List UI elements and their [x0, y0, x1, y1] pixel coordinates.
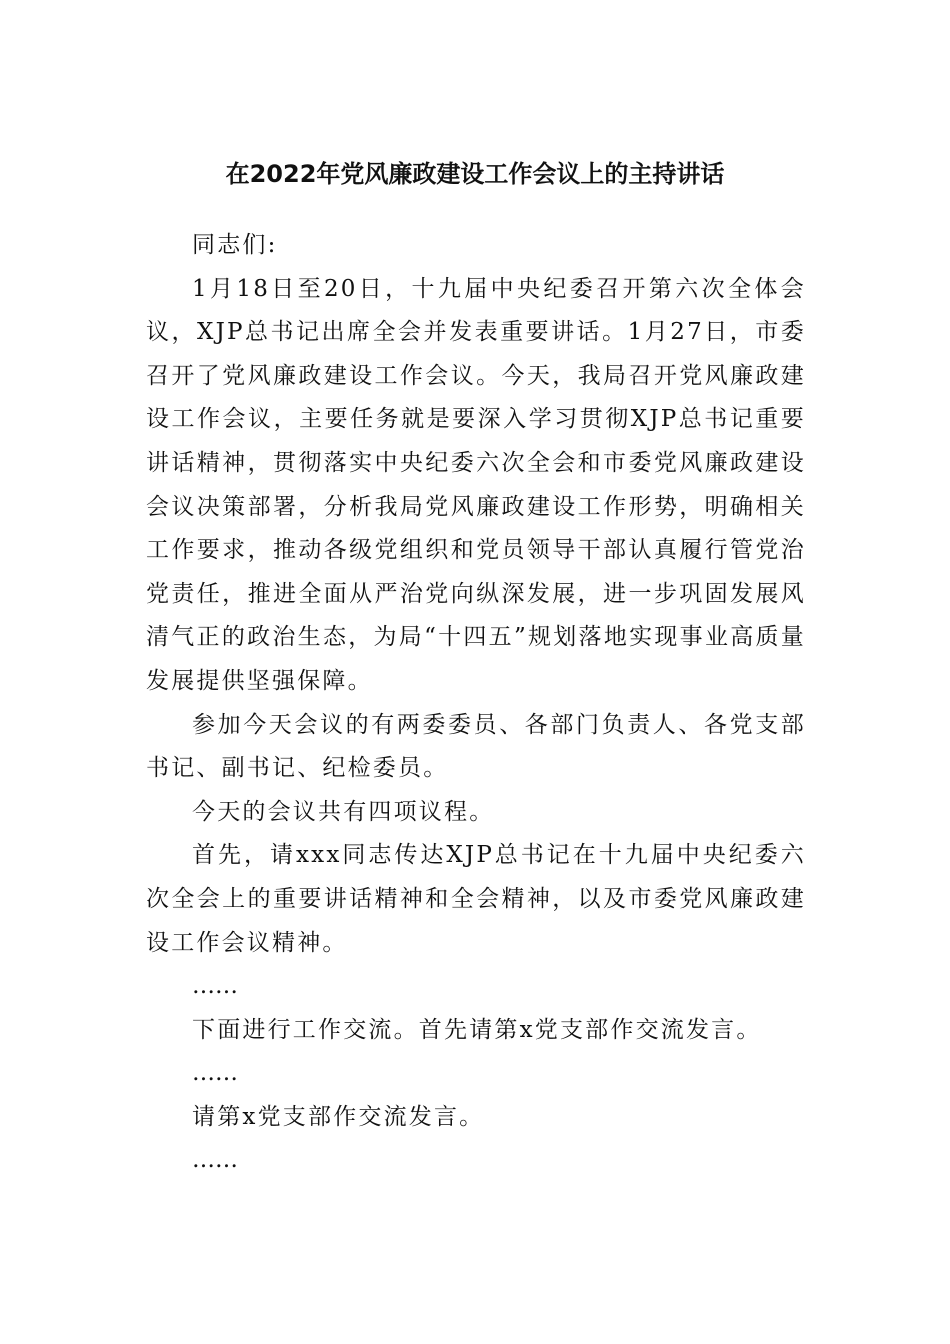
- paragraph-next-speaker: 请第x党支部作交流发言。: [192, 1103, 485, 1130]
- ellipsis: ……: [192, 1060, 238, 1087]
- paragraph-first-item: 首先，请xxx同志传达XJP总书记在十九届中央纪委六次全会上的重要讲话精神和全会精神，以及市委党风廉政建设工作会议精神。: [146, 842, 806, 956]
- paragraph-intro: 1月18日至20日，十九届中央纪委召开第六次全体会议，XJP总书记出席全会并发表重要讲话。1月27日，市委召开了党风廉政建设工作会议。今天，我局召开党风廉政建设工作会议，主要任务就是要深入学习贯彻XJP总书记重要讲话精神，贯彻落实中央纪委六次全会和市委党风廉政建设会议决策部署，分析我局党风廉政建设工作形势，明确相关工作要求，推动各级党组织和党员领导干部认真履行管党治党责任，推进全面从严治党向纵深发展，进一步巩固发展风清气正的政治生态，为局“十四五”规划落地实现事业高质量发展提供坚强保障。: [146, 275, 806, 694]
- paragraph-agenda: 今天的会议共有四项议程。: [192, 798, 495, 825]
- document-body: [146, 224, 806, 1183]
- document-title: 在2022年党风廉政建设工作会议上的主持讲话: [225, 160, 725, 188]
- ellipsis: ……: [192, 1147, 238, 1174]
- ellipsis: ……: [192, 973, 238, 1000]
- salutation: 同志们:: [192, 232, 278, 258]
- paragraph-attendees: 参加今天会议的有两委委员、各部门负责人、各党支部书记、副书记、纪检委员。: [146, 711, 806, 782]
- paragraph-exchange: 下面进行工作交流。首先请第x党支部作交流发言。: [192, 1016, 762, 1043]
